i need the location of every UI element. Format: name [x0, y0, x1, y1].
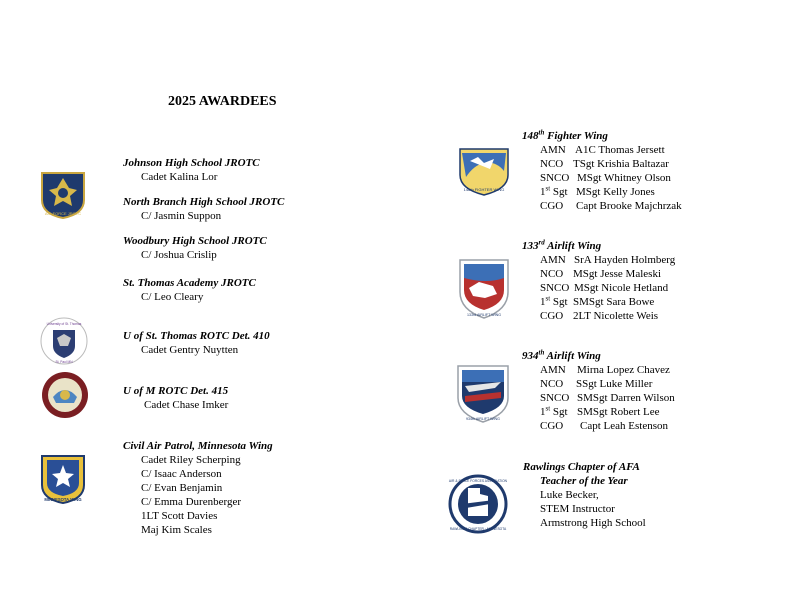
- award-row: NCO MSgt Jesse Maleski: [540, 268, 661, 280]
- award-row: 1st Sgt MSgt Kelly Jones: [540, 184, 655, 198]
- org-rawlings-chapter-afa: Rawlings Chapter of AFA: [523, 461, 640, 473]
- award-row: AMN SrA Hayden Holmberg: [540, 254, 676, 266]
- org-civil-air-patrol: Civil Air Patrol, Minnesota Wing: [123, 440, 273, 452]
- award-subtitle: Teacher of the Year: [540, 475, 628, 487]
- svg-text:MINNESOTA WING: MINNESOTA WING: [44, 497, 82, 502]
- awardee-name: STEM Instructor: [540, 503, 615, 515]
- air-force-jrotc-emblem: [39, 170, 87, 220]
- awardee-name: C/ Leo Cleary: [141, 291, 204, 303]
- awardee-name: Maj Kim Scales: [141, 524, 212, 536]
- svg-text:RAWLINGS CHAPTER · MINNESOTA: RAWLINGS CHAPTER · MINNESOTA: [449, 527, 507, 531]
- award-row: CGO Capt Brooke Majchrzak: [540, 200, 682, 212]
- page-title: 2025 AWARDEES: [168, 94, 277, 109]
- org-st-thomas-academy-jrotc: St. Thomas Academy JROTC: [123, 277, 256, 289]
- st-thomas-rotc-emblem: [39, 316, 89, 366]
- award-row: SNCO MSgt Nicole Hetland: [540, 282, 669, 294]
- svg-text:148th FIGHTER WING: 148th FIGHTER WING: [463, 187, 505, 192]
- org-north-branch-hs-jrotc: North Branch High School JROTC: [123, 196, 285, 208]
- awardee-name: C/ Jasmin Suppon: [141, 210, 222, 222]
- awardee-name: C/ Emma Durenberger: [141, 496, 241, 508]
- svg-text:AIR & SPACE FORCES ASSOCIATION: AIR & SPACE FORCES ASSOCIATION: [448, 479, 508, 483]
- org-u-st-thomas-rotc: U of St. Thomas ROTC Det. 410: [123, 330, 270, 342]
- award-row: AMN Mirna Lopez Chavez: [540, 364, 670, 376]
- svg-text:St. Paul MN: St. Paul MN: [55, 360, 73, 364]
- org-148-fighter-wing: 148th Fighter Wing: [522, 128, 608, 142]
- org-johnson-hs-jrotc: Johnson High School JROTC: [123, 157, 260, 169]
- awardee-name: C/ Evan Benjamin: [141, 482, 223, 494]
- svg-text:AIR FORCE JROTC: AIR FORCE JROTC: [44, 211, 82, 216]
- svg-text:University of St. Thomas: University of St. Thomas: [46, 322, 82, 326]
- award-row: CGO Capt Leah Estenson: [540, 420, 668, 432]
- minnesota-wing-cap-emblem: [39, 453, 87, 505]
- awardee-name: C/ Joshua Crislip: [141, 249, 217, 261]
- 148-fighter-wing-emblem: [456, 147, 512, 197]
- 133-airlift-wing-emblem: [457, 258, 511, 320]
- org-133-airlift-wing: 133rd Airlift Wing: [522, 238, 602, 252]
- award-row: SNCO MSgt Whitney Olson: [540, 172, 671, 184]
- afa-rawlings-chapter-emblem: [446, 474, 510, 534]
- awardee-name: Cadet Kalina Lor: [141, 171, 218, 183]
- award-row: SNCO SMSgt Darren Wilson: [540, 392, 675, 404]
- 934-airlift-wing-emblem: [455, 364, 511, 424]
- awardee-name: 1LT Scott Davies: [141, 510, 218, 522]
- awardee-name: Luke Becker,: [540, 489, 599, 501]
- svg-text:934th AIRLIFT WING: 934th AIRLIFT WING: [466, 417, 500, 421]
- org-u-of-m-rotc: U of M ROTC Det. 415: [123, 385, 229, 397]
- u-of-m-rotc-emblem: [41, 371, 89, 419]
- awardee-name: C/ Isaac Anderson: [141, 468, 222, 480]
- org-934-airlift-wing: 934th Airlift Wing: [522, 348, 601, 362]
- awardee-name: Cadet Riley Scherping: [141, 454, 241, 466]
- award-row: 1st Sgt SMSgt Robert Lee: [540, 404, 660, 418]
- award-row: 1st Sgt SMSgt Sara Bowe: [540, 294, 655, 308]
- awardee-name: Cadet Gentry Nuytten: [141, 344, 239, 356]
- svg-text:133rd AIRLIFT WING: 133rd AIRLIFT WING: [466, 313, 502, 317]
- award-row: NCO SSgt Luke Miller: [540, 378, 653, 390]
- awardee-name: Cadet Chase Imker: [144, 399, 229, 411]
- org-woodbury-hs-jrotc: Woodbury High School JROTC: [123, 235, 267, 247]
- awardee-name: Armstrong High School: [540, 517, 646, 529]
- award-row: NCO TSgt Krishia Baltazar: [540, 158, 669, 170]
- award-row: AMN A1C Thomas Jersett: [540, 144, 665, 156]
- award-row: CGO 2LT Nicolette Weis: [540, 310, 659, 322]
